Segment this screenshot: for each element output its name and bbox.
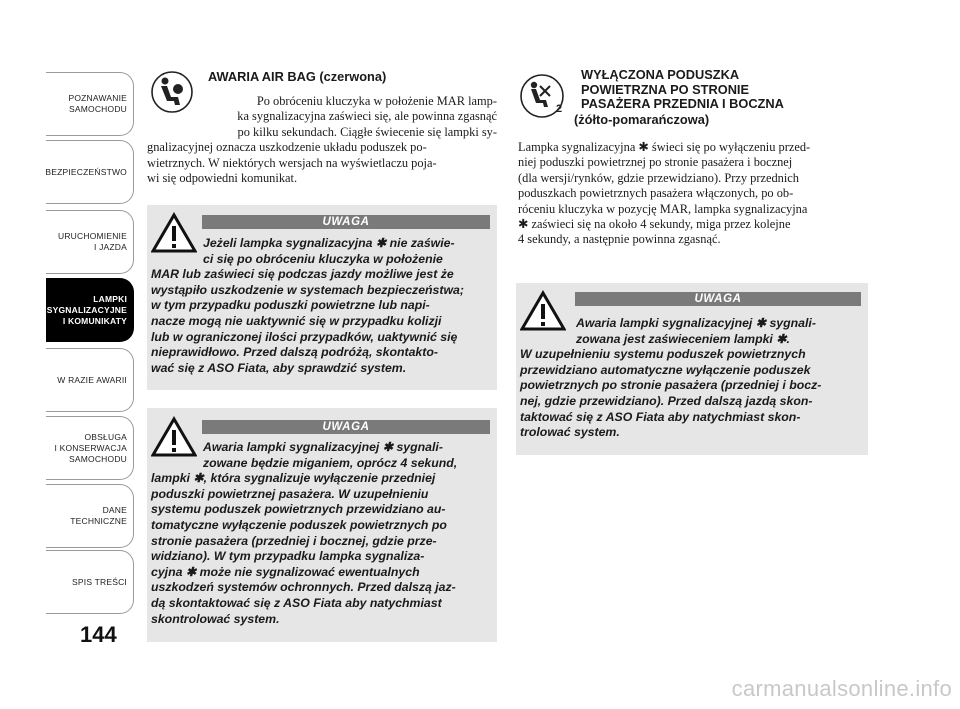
warning-line: nieprawidłowo. Przed dalszą podróżą, skontakto-	[151, 345, 438, 360]
warning-line: widziano). W tym przypadku lampka sygnaliza-	[151, 549, 425, 564]
warning-line: w tym przypadku poduszki powietrzne lub napi-	[151, 298, 430, 313]
warning-line: powietrznych po stronie pasażera (przedniej i bocz-	[520, 378, 822, 393]
warning-line: zowana jest zaświeceniem lampki ✱.	[576, 331, 790, 346]
airbag-paragraph	[147, 94, 497, 186]
heading-line: WYŁĄCZONA PODUSZKA	[581, 67, 740, 82]
warning-line: wać się z ASO Fiata, aby sprawdzić system.	[151, 360, 407, 375]
airbag-heading: AWARIA AIR BAG (czerwona)	[208, 69, 387, 84]
warning-line: tomatyczne wyłączenie poduszek powietrznych po	[151, 517, 447, 532]
paragraph-line: po kilku sekundach. Ciągłe świecenie się lampki sy-	[237, 124, 497, 139]
paragraph-line: Po obróceniu kluczyka w położenie MAR lamp-	[256, 94, 497, 108]
warning-text-2	[151, 440, 491, 627]
tab-w-razie-awarii[interactable]	[46, 348, 134, 412]
svg-text:2: 2	[556, 103, 563, 115]
heading-line: PASAŻERA PRZEDNIA I BOCZNA	[581, 96, 784, 111]
paragraph-line: ✱ zaświeci się na około 4 sekundy, miga przez kolejne	[518, 217, 791, 232]
tab-poznawanie[interactable]	[46, 72, 134, 136]
passenger-airbag-paragraph	[518, 140, 866, 248]
tab-label: OBSŁUGA I KONSERWACJA SAMOCHODU	[54, 431, 127, 464]
tab-spis-tresci[interactable]	[46, 550, 134, 614]
tab-bezpieczenstwo[interactable]	[46, 140, 134, 204]
warning-text-1	[151, 236, 491, 376]
warning-line: nacze mogą nie uaktywnić się w przypadku kolizji	[151, 313, 442, 328]
warning-line: trolować system.	[520, 425, 620, 440]
tab-label: BEZPIECZEŃSTWO	[45, 166, 127, 177]
paragraph-line: wi się odpowiedni komunikat.	[147, 171, 298, 186]
tab-label: URUCHOMIENIE I JAZDA	[58, 231, 127, 252]
warning-line: skontrolować system.	[151, 611, 280, 626]
tab-label: DANE TECHNICZNE	[70, 505, 127, 526]
paragraph-line: 4 sekundy, a następnie powinna zgasnąć.	[518, 232, 721, 247]
warning-line: stronie pasażera (przedniej i bocznej, gdzie prze-	[151, 533, 437, 548]
warning-line: lub w ograniczonej ilości przypadków, uaktywnić się	[151, 329, 458, 344]
paragraph-line: (dla wersji/rynków, gdzie przewidziano). Przy przednich	[518, 170, 799, 185]
warning-line: Awaria lampki sygnalizacyjnej ✱ sygnali-	[576, 316, 816, 330]
warning-line: MAR lub zaświeci się podczas jazdy możliwe jest że	[151, 267, 454, 282]
warning-line: zowane będzie miganiem, oprócz 4 sekund,	[203, 455, 458, 470]
warning-title: UWAGA	[202, 215, 490, 229]
paragraph-line: wietrznych. W niektórych wersjach na wyświetlaczu poja-	[147, 155, 437, 170]
warning-line: Jeżeli lampka sygnalizacyjna ✱ nie zaświe-	[203, 236, 455, 250]
warning-line: poduszki powietrznej pasażera. W uzupełnieniu	[151, 486, 429, 501]
passenger-airbag-heading	[581, 68, 871, 112]
warning-line: lampki ✱, która sygnalizuje wyłączenie przedniej	[151, 471, 436, 486]
tab-obsluga[interactable]	[46, 416, 134, 480]
tab-dane-techniczne[interactable]	[46, 484, 134, 548]
warning-line: Awaria lampki sygnalizacyjnej ✱ sygnali-	[203, 440, 443, 454]
tab-lampki-active[interactable]	[46, 278, 134, 342]
paragraph-line: poduszkach powietrznych pasażera włączonych, po ob-	[518, 186, 794, 201]
passenger-airbag-subheading: (żółto-pomarańczowa)	[574, 112, 710, 127]
heading-line: POWIETRZNA PO STRONIE	[581, 81, 750, 97]
paragraph-line: gnalizacyjnej oznacza uszkodzenie układu poduszek po-	[147, 140, 427, 155]
tab-label: SPIS TREŚCI	[72, 576, 127, 587]
paragraph-line: niej poduszki powietrznej po stronie pasażera i bocznej	[518, 155, 793, 170]
warning-line: systemu poduszek powietrznych przewidziano au-	[151, 502, 446, 517]
paragraph-line: róceniu kluczyka w pozycję MAR, lampka sygnalizacyjna	[518, 201, 808, 216]
watermark: carmanualsonline.info	[731, 676, 952, 701]
warning-line: cyjna ✱ może nie sygnalizować ewentualnych	[151, 564, 420, 579]
warning-line: przewidziano automatyczne wyłączenie poduszek	[520, 362, 811, 377]
warning-line: taktować się z ASO Fiata aby natychmiast skon-	[520, 409, 801, 424]
tab-uruchomienie[interactable]	[46, 210, 134, 274]
passenger-airbag-off-icon	[518, 72, 570, 120]
warning-title: UWAGA	[575, 292, 861, 306]
warning-line: uszkodzeń systemów ochronnych. Przed dalszą jaz-	[151, 580, 456, 595]
page-number: 144	[80, 622, 117, 647]
paragraph-line: Lampka sygnalizacyjna ✱ świeci się po wyłączeniu przed-	[518, 140, 811, 154]
warning-line: W uzupełnieniu systemu poduszek powietrznych	[520, 347, 806, 362]
tab-label: POZNAWANIE SAMOCHODU	[68, 93, 127, 114]
paragraph-line: ka sygnalizacyjna zaświeci się, ale powinna zgasnąć	[237, 109, 497, 124]
warning-line: ci się po obróceniu kluczyka w położenie	[203, 251, 443, 266]
warning-line: nej, gdzie przewidziano). Przed dalszą jazdą skon-	[520, 393, 813, 408]
tab-label: W RAZIE AWARII	[57, 374, 127, 385]
warning-line: wystąpiło uszkodzenie w systemach bezpieczeństwa;	[151, 282, 464, 297]
warning-line: dą skontaktować się z ASO Fiata aby natychmiast	[151, 595, 442, 610]
tab-label: LAMPKI SYGNALIZACYJNE I KOMUNIKATY	[46, 293, 127, 326]
warning-text-3	[520, 316, 862, 441]
warning-title: UWAGA	[202, 420, 490, 434]
